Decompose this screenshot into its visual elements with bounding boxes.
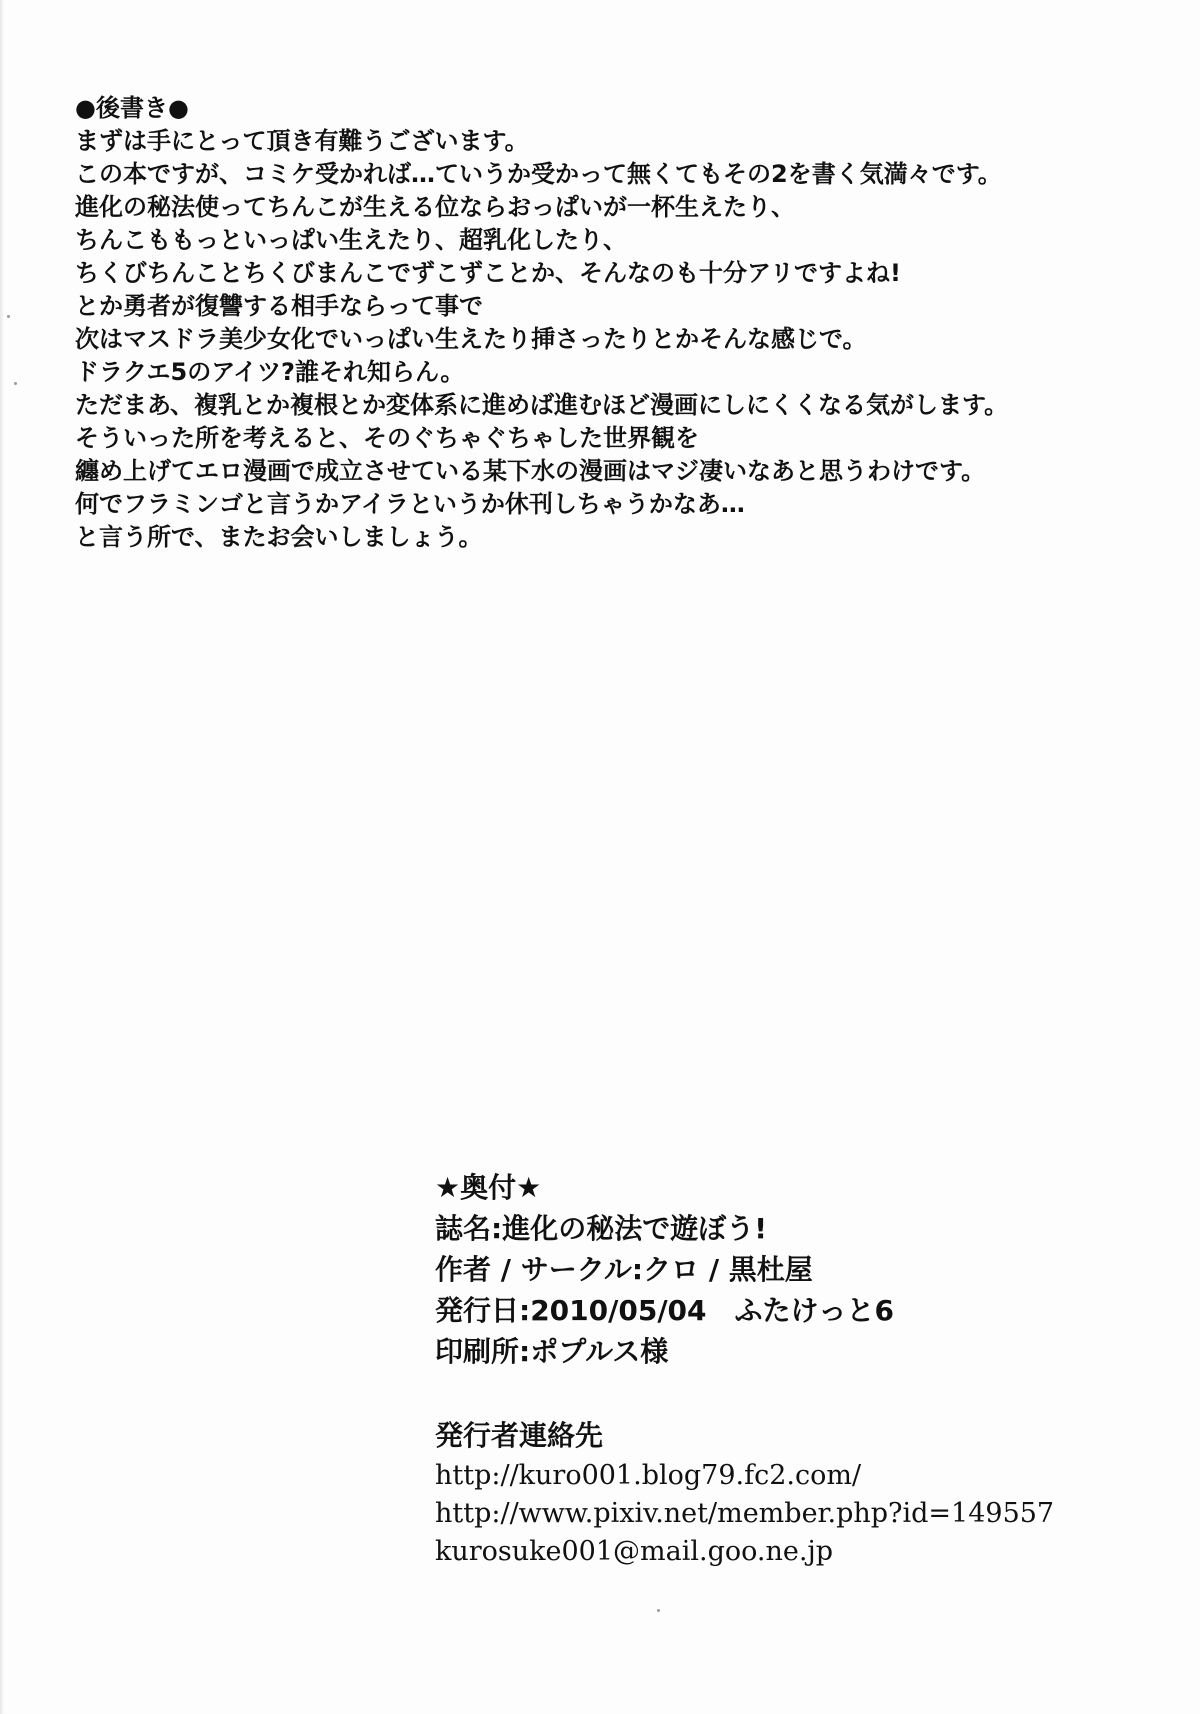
afterword-section xyxy=(75,92,1115,554)
colophon-printer-line: 印刷所:ポプルス様 xyxy=(435,1335,669,1368)
afterword-line-5: ちくびちんことちくびまんこでずこずことか、そんなのも十分アリですよね! xyxy=(75,259,901,287)
afterword-line-8: ドラクエ5のアイツ?誰それ知らん。 xyxy=(75,358,465,386)
scan-speck xyxy=(7,315,10,318)
pixiv-url: http://www.pixiv.net/member.php?id=149557 xyxy=(435,1498,1055,1529)
colophon-section xyxy=(435,1167,1135,1372)
contact-email: kurosuke001@mail.goo.ne.jp xyxy=(435,1536,834,1567)
afterword-line-12: 何でフラミンゴと言うかアイラというか休刊しちゃうかなあ… xyxy=(75,490,745,518)
colophon-title-line: 誌名:進化の秘法で遊ぼう! xyxy=(435,1212,767,1245)
afterword-line-11: 纏め上げてエロ漫画で成立させている某下水の漫画はマジ凄いなあと思うわけです。 xyxy=(75,457,986,485)
afterword-line-7: 次はマスドラ美少女化でいっぱい生えたり挿さったりとかそんな感じで。 xyxy=(75,325,867,353)
afterword-line-2: この本ですが、コミケ受かれば…ていうか受かって無くてもその2を書く気満々です。 xyxy=(75,160,1002,188)
afterword-line-9: ただまあ、複乳とか複根とか変体系に進めば進むほど漫画にしにくくなる気がします。 xyxy=(75,391,1009,419)
colophon-author-line: 作者 / サークル:クロ / 黒杜屋 xyxy=(435,1253,813,1286)
afterword-line-3: 進化の秘法使ってちんこが生える位ならおっぱいが一杯生えたり、 xyxy=(75,193,795,221)
afterword-line-10: そういった所を考えると、そのぐちゃぐちゃした世界観を xyxy=(75,424,699,452)
afterword-heading: ●後書き● xyxy=(75,94,189,122)
scan-speck xyxy=(14,382,17,385)
blog-url: http://kuro001.blog79.fc2.com/ xyxy=(435,1460,862,1491)
afterword-line-4: ちんこももっといっぱい生えたり、超乳化したり、 xyxy=(75,226,627,254)
page-edge-shadow xyxy=(0,0,4,1714)
contact-heading: 発行者連絡先 xyxy=(435,1419,604,1452)
afterword-line-13: と言う所で、またお会いしましょう。 xyxy=(75,523,483,551)
scan-speck xyxy=(657,1609,660,1612)
colophon-date-line: 発行日:2010/05/04 ふたけっと6 xyxy=(435,1294,894,1327)
contact-section xyxy=(435,1415,1155,1571)
afterword-line-1: まずは手にとって頂き有難うございます。 xyxy=(75,127,529,155)
colophon-heading: ★奥付★ xyxy=(435,1171,542,1204)
afterword-line-6: とか勇者が復讐する相手ならって事で xyxy=(75,292,483,320)
